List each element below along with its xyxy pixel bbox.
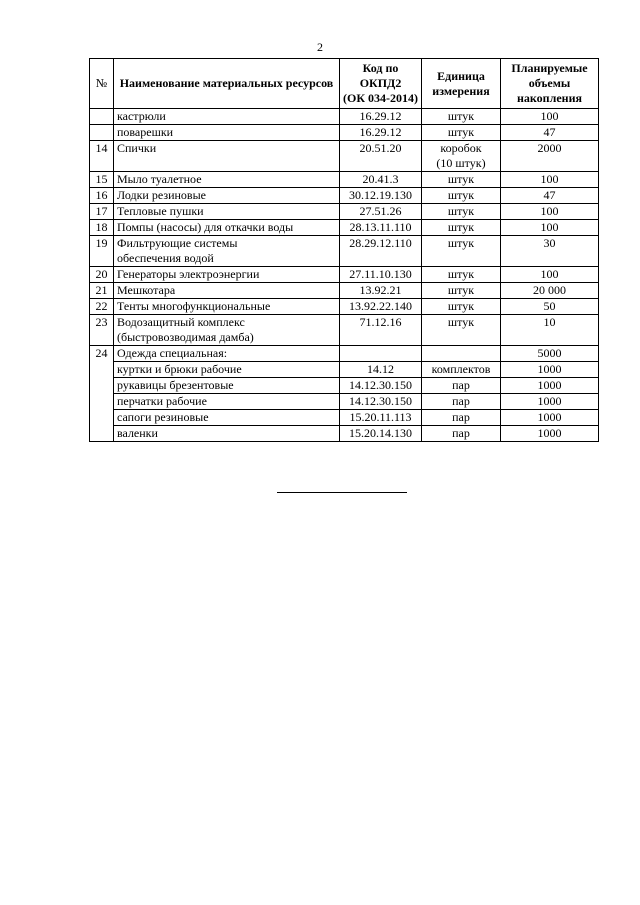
header-code xyxy=(340,59,422,109)
row-unit-line: штук xyxy=(447,236,475,250)
row-name xyxy=(114,236,340,267)
row-code: 28.29.12.110 xyxy=(340,236,422,267)
row-name-line: Генераторы электроэнергии xyxy=(117,267,260,281)
row-number: 24 xyxy=(90,346,114,442)
row-name: куртки и брюки рабочие xyxy=(114,362,340,378)
row-volume: 100 xyxy=(501,109,599,125)
row-code: 13.92.22.140 xyxy=(340,299,422,315)
row-code: 16.29.12 xyxy=(340,125,422,141)
row-name xyxy=(114,125,340,141)
table-header-row xyxy=(90,59,599,109)
table-row xyxy=(90,394,599,410)
row-unit-line: штук xyxy=(447,220,475,234)
row-unit xyxy=(422,220,501,236)
header-unit-line: измерения xyxy=(432,83,490,98)
row-code: 15.20.14.130 xyxy=(340,426,422,442)
row-volume: 2000 xyxy=(501,141,599,172)
row-volume: 1000 xyxy=(501,426,599,442)
row-unit: пар xyxy=(422,426,501,442)
row-volume: 5000 xyxy=(501,346,599,362)
row-number: 17 xyxy=(90,204,114,220)
table-row xyxy=(90,141,599,172)
row-volume: 47 xyxy=(501,188,599,204)
row-name-line: Мыло туалетное xyxy=(117,172,202,186)
header-unit-line: Единица xyxy=(437,68,485,83)
row-unit-line: штук xyxy=(447,172,475,186)
row-unit-line: штук xyxy=(447,188,475,202)
row-number: 20 xyxy=(90,267,114,283)
row-volume: 1000 xyxy=(501,410,599,426)
row-name-line: поварешки xyxy=(117,125,174,139)
header-code-line: (ОК 034-2014) xyxy=(342,91,419,105)
row-code xyxy=(340,346,422,362)
closing-line xyxy=(277,492,407,493)
row-code: 14.12.30.150 xyxy=(340,394,422,410)
row-code: 20.51.20 xyxy=(340,141,422,172)
header-volume xyxy=(501,59,599,109)
row-code: 14.12.30.150 xyxy=(340,378,422,394)
row-name xyxy=(114,141,340,172)
row-volume: 100 xyxy=(501,172,599,188)
row-name-line: Помпы (насосы) для откачки воды xyxy=(117,220,294,234)
row-name: валенки xyxy=(114,426,340,442)
table-row xyxy=(90,204,599,220)
row-name: Одежда специальная: xyxy=(114,346,340,362)
row-name-line: Лодки резиновые xyxy=(117,188,206,202)
row-name xyxy=(114,109,340,125)
row-unit-line: штук xyxy=(447,125,475,139)
row-name xyxy=(114,315,340,346)
row-name: перчатки рабочие xyxy=(114,394,340,410)
row-code: 20.41.3 xyxy=(340,172,422,188)
row-unit xyxy=(422,346,501,362)
header-code-line: Код по xyxy=(362,61,399,75)
row-unit xyxy=(422,204,501,220)
row-volume: 20 000 xyxy=(501,283,599,299)
table-row xyxy=(90,299,599,315)
row-name-line: Водозащитный комплекс xyxy=(117,315,245,329)
page-number: 2 xyxy=(317,40,323,54)
row-unit: пар xyxy=(422,410,501,426)
row-number: 22 xyxy=(90,299,114,315)
row-number: 23 xyxy=(90,315,114,346)
row-unit-line: штук xyxy=(447,283,475,297)
row-unit-line: коробок xyxy=(440,141,482,155)
row-name-line: Тенты многофункциональные xyxy=(117,299,271,313)
table-row xyxy=(90,109,599,125)
row-unit xyxy=(422,172,501,188)
row-name xyxy=(114,220,340,236)
row-unit xyxy=(422,109,501,125)
row-code: 15.20.11.113 xyxy=(340,410,422,426)
table-row xyxy=(90,267,599,283)
row-unit-line: штук xyxy=(447,315,475,329)
row-name xyxy=(114,204,340,220)
row-number: 16 xyxy=(90,188,114,204)
row-number xyxy=(90,109,114,125)
resources-table xyxy=(89,58,599,442)
row-volume: 10 xyxy=(501,315,599,346)
row-unit xyxy=(422,267,501,283)
table-row xyxy=(90,426,599,442)
row-name-line: Мешкотара xyxy=(117,283,176,297)
row-name xyxy=(114,283,340,299)
header-volume-line: объемы xyxy=(528,76,571,90)
header-volume-line: накопления xyxy=(517,91,582,105)
row-volume: 100 xyxy=(501,204,599,220)
table-row xyxy=(90,125,599,141)
table-row xyxy=(90,220,599,236)
table-row xyxy=(90,283,599,299)
row-name xyxy=(114,172,340,188)
row-volume: 100 xyxy=(501,220,599,236)
row-unit xyxy=(422,299,501,315)
row-unit: комплектов xyxy=(422,362,501,378)
row-unit-line: (10 штук) xyxy=(436,156,486,170)
row-volume: 50 xyxy=(501,299,599,315)
table-row xyxy=(90,346,599,362)
row-code: 16.29.12 xyxy=(340,109,422,125)
row-code: 14.12 xyxy=(340,362,422,378)
table-body xyxy=(90,109,599,442)
row-name-line: обеспечения водой xyxy=(117,251,214,265)
row-unit: пар xyxy=(422,378,501,394)
row-unit-line: штук xyxy=(447,109,475,123)
row-unit-line: штук xyxy=(447,204,475,218)
row-code: 13.92.21 xyxy=(340,283,422,299)
table-row xyxy=(90,410,599,426)
header-unit xyxy=(422,59,501,109)
row-unit xyxy=(422,125,501,141)
row-name-line: Фильтрующие системы xyxy=(117,236,238,250)
table-row xyxy=(90,188,599,204)
table-row xyxy=(90,378,599,394)
row-name-line: (быстровозводимая дамба) xyxy=(117,330,254,344)
row-volume: 47 xyxy=(501,125,599,141)
table-row xyxy=(90,172,599,188)
row-number: 14 xyxy=(90,141,114,172)
header-name: Наименование материальных ресурсов xyxy=(114,59,340,109)
row-code: 71.12.16 xyxy=(340,315,422,346)
row-unit xyxy=(422,236,501,267)
header-code-line: ОКПД2 xyxy=(359,76,402,90)
row-unit xyxy=(422,315,501,346)
row-name-line: кастрюли xyxy=(117,109,166,123)
row-number: 18 xyxy=(90,220,114,236)
row-unit: пар xyxy=(422,394,501,410)
row-name: сапоги резиновые xyxy=(114,410,340,426)
table-row xyxy=(90,236,599,267)
header-number: № xyxy=(90,59,114,109)
row-volume: 1000 xyxy=(501,394,599,410)
row-number xyxy=(90,125,114,141)
row-unit xyxy=(422,141,501,172)
row-code: 28.13.11.110 xyxy=(340,220,422,236)
header-volume-line: Планируемые xyxy=(511,61,588,75)
row-number: 21 xyxy=(90,283,114,299)
row-unit xyxy=(422,188,501,204)
row-name xyxy=(114,299,340,315)
row-name: рукавицы брезентовые xyxy=(114,378,340,394)
row-unit-line: штук xyxy=(447,267,475,281)
row-name-line: Спички xyxy=(117,141,157,155)
row-code: 27.11.10.130 xyxy=(340,267,422,283)
row-code: 30.12.19.130 xyxy=(340,188,422,204)
row-name xyxy=(114,188,340,204)
row-unit-line: штук xyxy=(447,299,475,313)
row-code: 27.51.26 xyxy=(340,204,422,220)
row-unit xyxy=(422,283,501,299)
row-volume: 100 xyxy=(501,267,599,283)
row-name xyxy=(114,267,340,283)
table-row xyxy=(90,362,599,378)
row-name-line: Тепловые пушки xyxy=(117,204,204,218)
row-volume: 1000 xyxy=(501,378,599,394)
table-row xyxy=(90,315,599,346)
row-number: 19 xyxy=(90,236,114,267)
row-number: 15 xyxy=(90,172,114,188)
row-volume: 1000 xyxy=(501,362,599,378)
row-volume: 30 xyxy=(501,236,599,267)
